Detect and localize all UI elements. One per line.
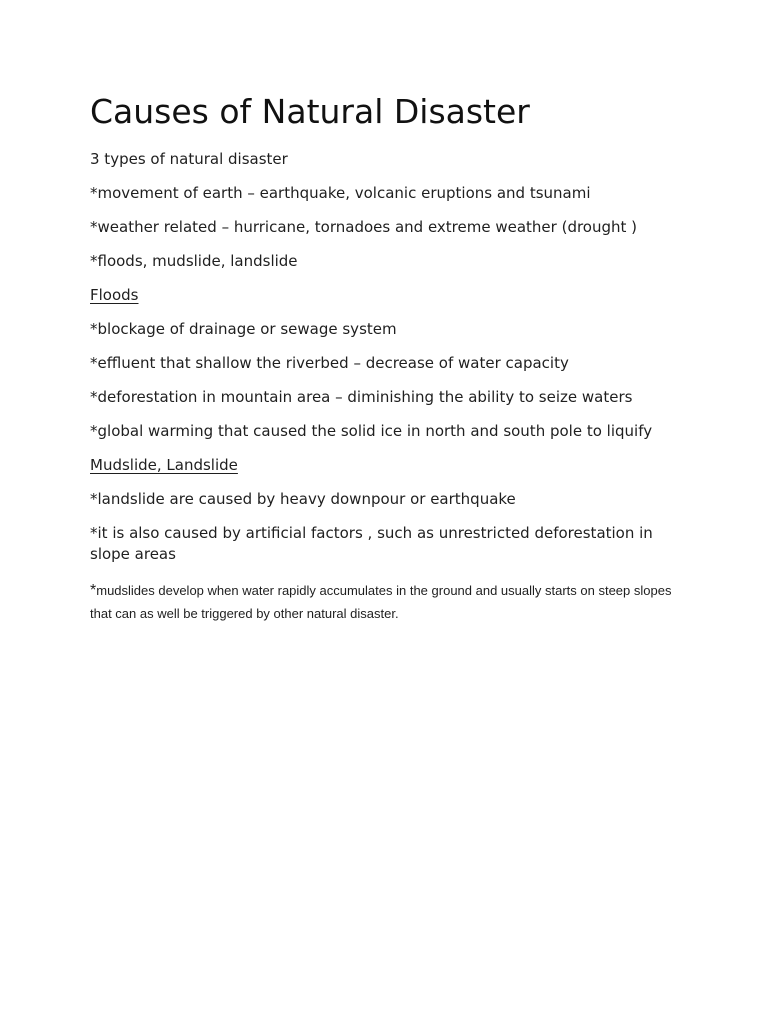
floods-item-global-warming: *global warming that caused the solid ice in north and south pole to liquify — [90, 422, 653, 440]
mudslide-item-artificial: *it is also caused by artificial factors , such as unrestricted deforestation in slope areas — [90, 524, 653, 563]
floods-item-effluent: *effluent that shallow the riverbed – decrease of water capacity — [90, 354, 569, 372]
type-item-weather: *weather related – hurricane, tornadoes and extreme weather (drought ) — [90, 218, 638, 236]
type-item-earth: *movement of earth – earthquake, volcanic eruptions and tsunami — [90, 184, 591, 202]
mudslide-item-downpour: *landslide are caused by heavy downpour or earthquake — [90, 490, 516, 508]
mudslide-heading: Mudslide, Landslide — [90, 456, 238, 474]
document-title: Causes of Natural Disaster — [90, 92, 530, 131]
floods-item-deforestation: *deforestation in mountain area – diminishing the ability to seize waters — [90, 388, 633, 406]
floods-heading: Floods — [90, 286, 139, 304]
mudslide-note — [90, 579, 680, 625]
document-page — [90, 92, 680, 638]
type-item-floods: *floods, mudslide, landslide — [90, 252, 298, 270]
note-text: mudslides develop when water rapidly accumulates in the ground and usually starts on steep slopes that can as well be triggered by other natural disaster. — [90, 583, 672, 621]
floods-item-drainage: *blockage of drainage or sewage system — [90, 320, 397, 338]
note-asterisk: * — [90, 582, 97, 599]
intro-line: 3 types of natural disaster — [90, 150, 288, 168]
